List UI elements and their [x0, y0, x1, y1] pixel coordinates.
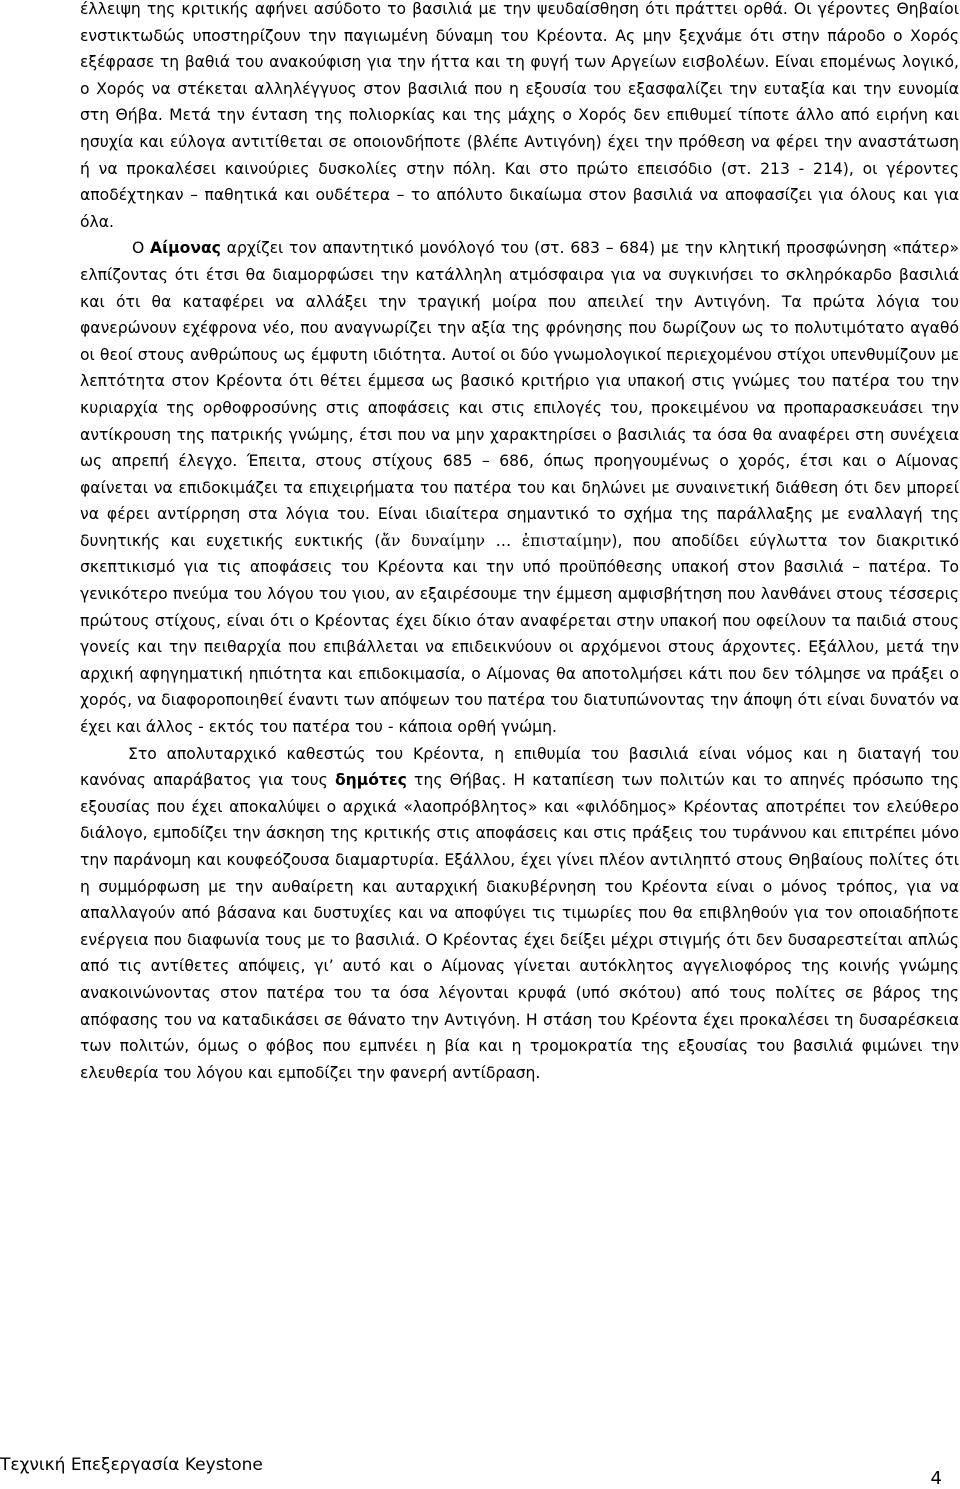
paragraph-1: έλλειψη της κριτικής αφήνει ασύδοτο το βασιλιά με την ψευδαίσθηση ότι πράττει ορθά. Οι γέροντες Θηβαίοι ενστικτωδώς υποστηρίζουν την παγιωμένη δύναμη του Κρέοντα. Ας μην ξεχνάμε ότι στην πάροδο ο Χορός εξέφρασε τη βαθιά του ανακούφιση για την ήττα και τη φυγή των Αργείων εισβολέων. Είναι επομένως λογικό, ο Χορός να στέκεται αλληλέγγυος στον βασιλιά που η εξουσία του εξασφαλίζει την ευταξία και την ευνομία στη Θήβα. Μετά την ένταση της πολιορκίας και της μάχης ο Χορός δεν επιθυμεί τίποτε άλλο από ειρήνη και ησυχία και εύλογα αντιτίθεται σε οποιονδήποτε (βλέπε Αντιγόνη) έχει την πρόθεση να φέρει την αναστάτωση ή να προκαλέσει καινούριες δυσκολίες στην πόλη. Και στο πρώτο επεισόδιο (στ. 213 - 214), οι γέροντες αποδέχτηκαν – παθητικά και ουδέτερα – το απόλυτο δικαίωμα στον βασιλιά να αποφασίζει για όλους και για όλα.: [80, 0, 959, 231]
paragraph-2-lead: Ο: [132, 239, 151, 258]
paragraph-3: [80, 741, 959, 1087]
paragraph-2-text-b: ), που αποδίδει εύγλωττα τον διακριτικό σκεπτικισμό για τις αποφάσεις του Κρέοντα και την υπό προϋπόθεσης υπακοή στον βασιλιά – πατέρα. Το γενικότερο πνεύμα του λόγου του γιου, αν εξαιρέσουμε την έμμεση αμφισβήτηση που λανθάνει στους τέσσερις πρώτους στίχους, είναι ότι ο Κρέοντας έχει δίκιο όταν αναφέρεται στην υπακοή που οφείλουν τα παιδιά στους γονείς και την πειθαρχία που επιβάλλεται να επιδεικνύουν οι αρχόμενοι στους άρχοντες. Εξάλλου, μετά την αρχική αφηγηματική ηπιότητα και επιδοκιμασία, ο Αίμονας θα αποτολμήσει κάτι που δεν τόλμησε να πράξει ο χορός, να διαφοροποιηθεί έναντι των απόψεων του πατέρα του διατυπώνοντας την άποψη ότι είναι δυνατόν να έχει και άλλος - εκτός του πατέρα του - κάποια ορθή γνώμη.: [80, 531, 959, 737]
page-number: 4: [930, 1468, 942, 1489]
paragraph-3-text-a: Στο απολυταρχικό καθεστώς του Κρέοντα, η επιθυμία του βασιλιά είναι νόμος και η διαταγή του κανόνας απαράβατος για τους: [80, 744, 959, 790]
paragraph-2-text-a: αρχίζει τον απαντητικό μονόλογό του (στ. 683 – 684) με την κλητική προσφώνηση «πάτερ» ελπίζοντας ότι έτσι θα διαμορφώσει την κατάλληλη ατμόσφαιρα για να συγκινήσει το σκληρόκαρδο βασιλιά και ότι θα καταφέρει να αλλάξει την τραγική μοίρα που απειλεί την Αντιγόνη. Τα πρώτα λόγια του φανερώνουν εχέφρονα νέο, που αναγνωρίζει την αξία της φρόνησης που δωρίζουν ως το πολυτιμότατο αγαθό οι θεοί στους ανθρώπους ως έμφυτη ιδιότητα. Αυτοί οι δύο γνωμολογικοί περιεχομένου στίχοι υπενθυμίζουν με λεπτότητα στον Κρέοντα ότι θέτει έμμεσα ως βασικό κριτήριο για υπακοή στις γνώμες του πατέρα του την κυριαρχία της ορθοφροσύνης στις αποφάσεις και στις επιλογές του, προκειμένου να προπαρασκευάσει την αντίκρουση της πατρικής γνώμης, έτσι που να μην χαρακτηρίσει ο βασιλιάς τα όσα θα αναφέρει στη συνέχεια ως απρεπή έλεγχο. Έπειτα, στους στίχους 685 – 686, όπως προηγουμένως ο χορός, έτσι και ο Αίμονας φαίνεται να επιδοκιμάζει τα επιχειρήματα του πατέρα του και δηλώνει με συναινετική διάθεση ότι δεν μπορεί να φέρει αντίρρηση στα λόγια του. Είναι ιδιαίτερα σημαντικό το σχήμα της παράλλαξης με εναλλαγή της δυνητικής και ευχετικής ευκτικής (: [80, 239, 959, 550]
ancient-greek-quote: ἄν δυναίμην … ἐπισταίμην: [380, 531, 612, 550]
main-text: [80, 0, 959, 1086]
name-haemon: Αίμονας: [150, 239, 221, 258]
paragraph-2: [80, 235, 959, 740]
term-dimotes: δημότες: [334, 771, 407, 790]
paragraph-3-text-b: της Θήβας. Η καταπίεση των πολιτών και το απηνές πρόσωπο της εξουσίας που έχει αποκαλύψει ο αρχικά «λαοπρόβλητος» και «φιλόδημος» Κρέοντας αποτρέπει τον ελεύθερο διάλογο, εμποδίζει την άσκηση της κριτικής στις αποφάσεις και στις πράξεις του τυράννου και επιτρέπει μόνο την παράνομη και κουφεόζουσα διαμαρτυρία. Εξάλλου, έχει γίνει πλέον αντιληπτό στους Θηβαίους πολίτες ότι η συμμόρφωση με την αυθαίρετη και αυταρχική διακυβέρνηση του Κρέοντα είναι ο μόνος τρόπος, για να απαλλαγούν από βάσανα και δυστυχίες και να αποφύγει τις τιμωρίες που θα επιβληθούν για τον οποιαδήποτε ενέργεια που διαφωνία τους με το βασιλιά. Ο Κρέοντας έχει δείξει μέχρι στιγμής ότι δεν δυσαρεστείται απλώς από τις αντίθετες απόψεις, γι’ αυτό και ο Αίμονας γίνεται αυτόκλητος αγγελιοφόρος της κοινής γνώμης ανακοινώνοντας στον πατέρα του τα όσα λέγονται κρυφά (υπό σκότου) από τους πολίτες σε βάρος της απόφασης του να καταδικάσει σε θάνατο την Αντιγόνη. Η στάση του Κρέοντα έχει προκαλέσει τη δυσαρέσκεια των πολιτών, όμως ο φόβος που εμπνέει η βία και η τρομοκρατία της εξουσίας του βασιλιά φιμώνει την ελευθερία του λόγου και εμποδίζει την φανερή αντίδραση.: [80, 771, 960, 1082]
footer-text: Τεχνική Επεξεργασία Keystone: [0, 1455, 263, 1475]
